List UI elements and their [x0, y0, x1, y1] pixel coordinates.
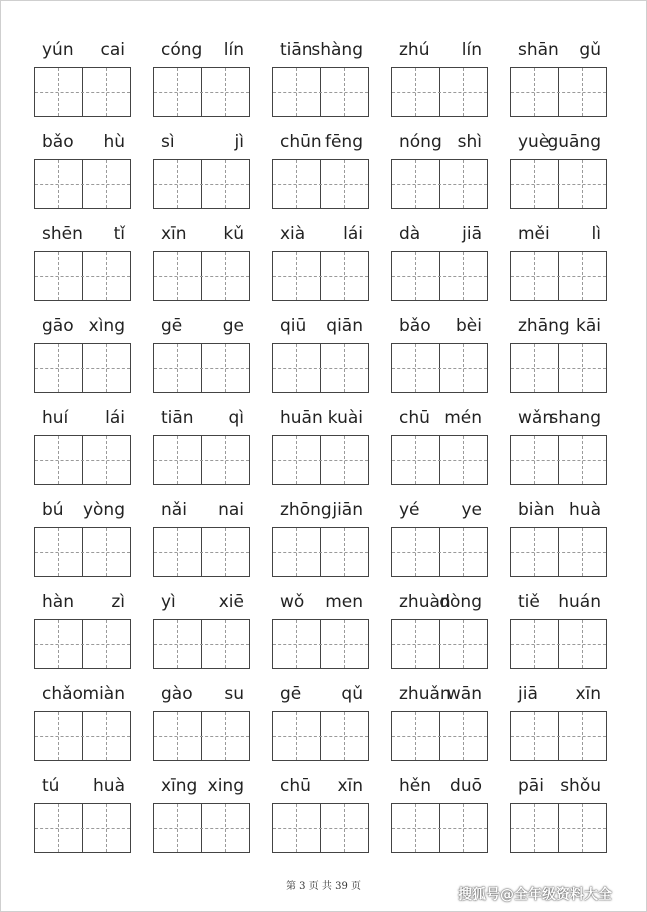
- word-exercise: [34, 679, 131, 707]
- word-exercise: [272, 127, 369, 155]
- pinyin-syllable-2: gǔ: [579, 40, 601, 60]
- tianzige-writing-box[interactable]: [34, 711, 131, 761]
- word-exercise: [391, 35, 488, 63]
- word-exercise: [34, 311, 131, 339]
- pinyin-label: [510, 219, 607, 247]
- word-exercise: [391, 587, 488, 615]
- tianzige-writing-box[interactable]: [272, 711, 369, 761]
- tianzige-writing-box[interactable]: [153, 251, 250, 301]
- pinyin-syllable-1: jiā: [518, 684, 538, 704]
- pinyin-label: [510, 35, 607, 63]
- tianzige-writing-box[interactable]: [153, 159, 250, 209]
- word-exercise: [34, 35, 131, 63]
- pinyin-syllable-2: hù: [103, 132, 125, 152]
- pinyin-label: [510, 403, 607, 431]
- pinyin-syllable-1: yé: [399, 500, 420, 520]
- grid-guide-line: [511, 828, 606, 829]
- pinyin-label: [272, 587, 369, 615]
- pinyin-label: [391, 403, 488, 431]
- pinyin-syllable-2: jiā: [462, 224, 482, 244]
- tianzige-writing-box[interactable]: [391, 343, 488, 393]
- grid-guide-line: [392, 828, 487, 829]
- tianzige-writing-box[interactable]: [34, 159, 131, 209]
- word-exercise: [510, 403, 607, 431]
- pinyin-syllable-2: huà: [93, 776, 125, 796]
- pinyin-label: [510, 771, 607, 799]
- pinyin-label: [153, 311, 250, 339]
- pinyin-syllable-1: dà: [399, 224, 421, 244]
- pinyin-syllable-1: yuè: [518, 132, 550, 152]
- tianzige-writing-box[interactable]: [391, 527, 488, 577]
- watermark: 搜狐号@全年级资料大全: [458, 887, 612, 903]
- pinyin-label: [391, 219, 488, 247]
- pinyin-syllable-1: bǎo: [399, 316, 431, 336]
- word-exercise: [272, 679, 369, 707]
- tianzige-writing-box[interactable]: [153, 619, 250, 669]
- pinyin-label: [153, 35, 250, 63]
- word-exercise: [510, 35, 607, 63]
- pinyin-syllable-1: tú: [42, 776, 60, 796]
- pinyin-label: [34, 35, 131, 63]
- grid-guide-line: [511, 184, 606, 185]
- tianzige-writing-box[interactable]: [391, 251, 488, 301]
- grid-guide-line: [154, 552, 249, 553]
- pinyin-syllable-2: mén: [444, 408, 482, 428]
- tianzige-writing-box[interactable]: [153, 527, 250, 577]
- word-exercise: [153, 679, 250, 707]
- pinyin-syllable-1: gāo: [42, 316, 74, 336]
- pinyin-label: [272, 771, 369, 799]
- pinyin-label: [153, 495, 250, 523]
- grid-guide-line: [392, 644, 487, 645]
- pinyin-syllable-2: jì: [234, 132, 244, 152]
- tianzige-writing-box[interactable]: [391, 159, 488, 209]
- grid-guide-line: [273, 828, 368, 829]
- pinyin-label: [272, 219, 369, 247]
- pinyin-syllable-2: xing: [207, 776, 244, 796]
- pinyin-label: [510, 495, 607, 523]
- grid-guide-line: [154, 92, 249, 93]
- word-exercise: [153, 219, 250, 247]
- word-exercise: [391, 311, 488, 339]
- word-exercise: [153, 403, 250, 431]
- pinyin-syllable-1: pāi: [518, 776, 544, 796]
- pinyin-syllable-2: bèi: [456, 316, 482, 336]
- pinyin-syllable-2: jiān: [332, 500, 363, 520]
- exercise-row: [34, 679, 614, 771]
- pinyin-syllable-1: hàn: [42, 592, 74, 612]
- exercise-row: [34, 771, 614, 863]
- exercise-row: [34, 219, 614, 311]
- tianzige-writing-box[interactable]: [34, 67, 131, 117]
- tianzige-writing-box[interactable]: [272, 619, 369, 669]
- tianzige-writing-box[interactable]: [510, 803, 607, 853]
- grid-guide-line: [273, 460, 368, 461]
- pinyin-syllable-1: wǎn: [518, 408, 554, 428]
- pinyin-label: [34, 219, 131, 247]
- pinyin-syllable-1: bǎo: [42, 132, 74, 152]
- pinyin-syllable-1: shēn: [42, 224, 83, 244]
- word-exercise: [391, 771, 488, 799]
- tianzige-writing-box[interactable]: [153, 435, 250, 485]
- grid-guide-line: [392, 552, 487, 553]
- tianzige-writing-box[interactable]: [153, 343, 250, 393]
- pinyin-syllable-1: xīn: [161, 224, 187, 244]
- pinyin-syllable-2: huán: [558, 592, 601, 612]
- tianzige-writing-box[interactable]: [272, 159, 369, 209]
- word-exercise: [510, 219, 607, 247]
- grid-guide-line: [273, 92, 368, 93]
- pinyin-label: [153, 587, 250, 615]
- pinyin-syllable-1: biàn: [518, 500, 555, 520]
- tianzige-writing-box[interactable]: [391, 435, 488, 485]
- tianzige-writing-box[interactable]: [510, 711, 607, 761]
- pinyin-label: [34, 495, 131, 523]
- pinyin-syllable-2: zì: [111, 592, 125, 612]
- page-footer: 第 3 页 共 39 页: [286, 881, 361, 892]
- pinyin-label: [510, 127, 607, 155]
- exercise-row: [34, 403, 614, 495]
- word-exercise: [34, 127, 131, 155]
- pinyin-syllable-1: cóng: [161, 40, 203, 60]
- grid-guide-line: [154, 736, 249, 737]
- pinyin-label: [391, 311, 488, 339]
- pinyin-label: [272, 495, 369, 523]
- pinyin-label: [34, 311, 131, 339]
- grid-guide-line: [35, 276, 130, 277]
- word-exercise: [272, 219, 369, 247]
- grid-guide-line: [154, 828, 249, 829]
- exercise-row: [34, 311, 614, 403]
- pinyin-syllable-2: shang: [549, 408, 601, 428]
- word-exercise: [153, 495, 250, 523]
- word-exercise: [153, 587, 250, 615]
- pinyin-label: [153, 127, 250, 155]
- tianzige-writing-box[interactable]: [510, 343, 607, 393]
- grid-guide-line: [392, 368, 487, 369]
- word-exercise: [153, 35, 250, 63]
- word-exercise: [391, 219, 488, 247]
- pinyin-syllable-2: qì: [228, 408, 244, 428]
- tianzige-writing-box[interactable]: [34, 619, 131, 669]
- pinyin-syllable-1: zhuàn: [399, 592, 451, 612]
- grid-guide-line: [273, 644, 368, 645]
- tianzige-writing-box[interactable]: [391, 711, 488, 761]
- pinyin-syllable-2: lì: [591, 224, 601, 244]
- pinyin-syllable-1: zhōng: [280, 500, 332, 520]
- pinyin-syllable-2: ye: [461, 500, 482, 520]
- word-exercise: [34, 771, 131, 799]
- pinyin-label: [34, 403, 131, 431]
- tianzige-writing-box[interactable]: [272, 251, 369, 301]
- pinyin-label: [510, 587, 607, 615]
- pinyin-syllable-2: qǔ: [341, 684, 363, 704]
- pinyin-syllable-1: chū: [280, 776, 311, 796]
- pinyin-syllable-1: huí: [42, 408, 69, 428]
- word-exercise: [272, 311, 369, 339]
- tianzige-writing-box[interactable]: [510, 159, 607, 209]
- grid-guide-line: [511, 276, 606, 277]
- tianzige-writing-box[interactable]: [272, 435, 369, 485]
- pinyin-syllable-2: cai: [100, 40, 125, 60]
- pinyin-syllable-2: nai: [218, 500, 244, 520]
- word-exercise: [391, 403, 488, 431]
- pinyin-syllable-2: miàn: [82, 684, 125, 704]
- grid-guide-line: [154, 184, 249, 185]
- pinyin-syllable-1: sì: [161, 132, 175, 152]
- word-exercise: [272, 403, 369, 431]
- pinyin-syllable-2: kǔ: [223, 224, 244, 244]
- word-exercise: [510, 495, 607, 523]
- grid-guide-line: [273, 368, 368, 369]
- grid-guide-line: [273, 736, 368, 737]
- tianzige-writing-box[interactable]: [510, 67, 607, 117]
- exercise-row: [34, 587, 614, 679]
- grid-guide-line: [35, 368, 130, 369]
- pinyin-syllable-2: su: [224, 684, 244, 704]
- pinyin-syllable-1: tiān: [280, 40, 313, 60]
- pinyin-syllable-1: xīng: [161, 776, 198, 796]
- tianzige-writing-box[interactable]: [153, 803, 250, 853]
- pinyin-syllable-1: qiū: [280, 316, 307, 336]
- grid-guide-line: [392, 276, 487, 277]
- pinyin-syllable-2: tǐ: [113, 224, 125, 244]
- word-exercise: [272, 495, 369, 523]
- pinyin-syllable-1: gào: [161, 684, 193, 704]
- exercise-row: [34, 495, 614, 587]
- grid-guide-line: [511, 552, 606, 553]
- pinyin-syllable-1: wǒ: [280, 592, 305, 612]
- pinyin-writing-grid: [34, 35, 614, 863]
- pinyin-syllable-2: xīn: [575, 684, 601, 704]
- pinyin-label: [391, 127, 488, 155]
- grid-guide-line: [154, 460, 249, 461]
- pinyin-syllable-1: nǎi: [161, 500, 187, 520]
- pinyin-syllable-2: lái: [105, 408, 125, 428]
- grid-guide-line: [392, 184, 487, 185]
- tianzige-writing-box[interactable]: [391, 803, 488, 853]
- word-exercise: [34, 495, 131, 523]
- grid-guide-line: [392, 460, 487, 461]
- pinyin-label: [272, 403, 369, 431]
- tianzige-writing-box[interactable]: [391, 619, 488, 669]
- word-exercise: [272, 35, 369, 63]
- pinyin-label: [34, 679, 131, 707]
- word-exercise: [153, 311, 250, 339]
- pinyin-syllable-2: xiē: [218, 592, 244, 612]
- tianzige-writing-box[interactable]: [272, 527, 369, 577]
- pinyin-label: [34, 127, 131, 155]
- grid-guide-line: [273, 184, 368, 185]
- pinyin-label: [272, 35, 369, 63]
- pinyin-syllable-1: hěn: [399, 776, 432, 796]
- grid-guide-line: [35, 552, 130, 553]
- word-exercise: [391, 127, 488, 155]
- word-exercise: [34, 403, 131, 431]
- grid-guide-line: [154, 276, 249, 277]
- tianzige-writing-box[interactable]: [34, 803, 131, 853]
- tianzige-writing-box[interactable]: [153, 711, 250, 761]
- word-exercise: [510, 311, 607, 339]
- pinyin-syllable-1: měi: [518, 224, 550, 244]
- pinyin-syllable-2: lái: [343, 224, 363, 244]
- tianzige-writing-box[interactable]: [510, 527, 607, 577]
- word-exercise: [153, 771, 250, 799]
- pinyin-syllable-1: chǎo: [42, 684, 83, 704]
- word-exercise: [153, 127, 250, 155]
- grid-guide-line: [35, 828, 130, 829]
- grid-guide-line: [273, 552, 368, 553]
- word-exercise: [272, 587, 369, 615]
- pinyin-syllable-2: ge: [222, 316, 244, 336]
- pinyin-syllable-1: zhú: [399, 40, 430, 60]
- tianzige-writing-box[interactable]: [272, 67, 369, 117]
- pinyin-label: [272, 127, 369, 155]
- exercise-row: [34, 35, 614, 127]
- pinyin-syllable-2: huà: [569, 500, 601, 520]
- grid-guide-line: [511, 92, 606, 93]
- word-exercise: [510, 587, 607, 615]
- pinyin-label: [272, 311, 369, 339]
- grid-guide-line: [511, 736, 606, 737]
- pinyin-syllable-2: lín: [223, 40, 244, 60]
- word-exercise: [391, 679, 488, 707]
- tianzige-writing-box[interactable]: [34, 343, 131, 393]
- word-exercise: [391, 495, 488, 523]
- pinyin-syllable-2: shàng: [311, 40, 363, 60]
- pinyin-syllable-1: shān: [518, 40, 559, 60]
- pinyin-syllable-1: nóng: [399, 132, 442, 152]
- pinyin-label: [391, 771, 488, 799]
- pinyin-label: [391, 587, 488, 615]
- pinyin-syllable-2: yòng: [82, 500, 125, 520]
- pinyin-syllable-1: chūn: [280, 132, 322, 152]
- pinyin-syllable-2: kāi: [576, 316, 601, 336]
- pinyin-label: [153, 219, 250, 247]
- pinyin-syllable-2: shǒu: [560, 776, 601, 796]
- grid-guide-line: [35, 184, 130, 185]
- pinyin-syllable-1: zhuǎn: [399, 684, 451, 704]
- pinyin-syllable-2: qiān: [326, 316, 363, 336]
- pinyin-syllable-1: yún: [42, 40, 74, 60]
- grid-guide-line: [511, 368, 606, 369]
- pinyin-syllable-1: huān: [280, 408, 323, 428]
- pinyin-label: [391, 495, 488, 523]
- pinyin-label: [510, 311, 607, 339]
- pinyin-syllable-2: kuài: [327, 408, 363, 428]
- exercise-row: [34, 127, 614, 219]
- pinyin-label: [153, 679, 250, 707]
- pinyin-syllable-2: shì: [457, 132, 482, 152]
- pinyin-syllable-2: duō: [450, 776, 482, 796]
- tianzige-writing-box[interactable]: [34, 435, 131, 485]
- tianzige-writing-box[interactable]: [510, 251, 607, 301]
- word-exercise: [272, 771, 369, 799]
- pinyin-syllable-1: xià: [280, 224, 306, 244]
- pinyin-syllable-1: gē: [280, 684, 302, 704]
- grid-guide-line: [392, 92, 487, 93]
- pinyin-syllable-2: men: [325, 592, 363, 612]
- grid-guide-line: [35, 92, 130, 93]
- pinyin-label: [510, 679, 607, 707]
- pinyin-label: [153, 403, 250, 431]
- grid-guide-line: [35, 736, 130, 737]
- grid-guide-line: [154, 644, 249, 645]
- tianzige-writing-box[interactable]: [510, 619, 607, 669]
- pinyin-syllable-2: lín: [461, 40, 482, 60]
- word-exercise: [510, 127, 607, 155]
- pinyin-syllable-1: tiě: [518, 592, 540, 612]
- grid-guide-line: [35, 460, 130, 461]
- grid-guide-line: [511, 460, 606, 461]
- pinyin-syllable-1: zhāng: [518, 316, 570, 336]
- tianzige-writing-box[interactable]: [34, 527, 131, 577]
- pinyin-syllable-1: yì: [161, 592, 176, 612]
- grid-guide-line: [273, 276, 368, 277]
- word-exercise: [34, 587, 131, 615]
- tianzige-writing-box[interactable]: [272, 343, 369, 393]
- pinyin-label: [391, 679, 488, 707]
- tianzige-writing-box[interactable]: [153, 67, 250, 117]
- grid-guide-line: [392, 736, 487, 737]
- pinyin-syllable-1: gē: [161, 316, 183, 336]
- grid-guide-line: [511, 644, 606, 645]
- pinyin-syllable-2: dòng: [439, 592, 482, 612]
- tianzige-writing-box[interactable]: [510, 435, 607, 485]
- pinyin-label: [34, 587, 131, 615]
- pinyin-syllable-2: wān: [446, 684, 482, 704]
- grid-guide-line: [35, 644, 130, 645]
- pinyin-syllable-1: bú: [42, 500, 64, 520]
- pinyin-label: [272, 679, 369, 707]
- grid-guide-line: [154, 368, 249, 369]
- word-exercise: [510, 771, 607, 799]
- pinyin-label: [34, 771, 131, 799]
- pinyin-syllable-2: fēng: [324, 132, 363, 152]
- pinyin-label: [391, 35, 488, 63]
- pinyin-label: [153, 771, 250, 799]
- word-exercise: [34, 219, 131, 247]
- pinyin-syllable-2: xìng: [88, 316, 125, 336]
- pinyin-syllable-2: guāng: [547, 132, 601, 152]
- pinyin-syllable-1: chū: [399, 408, 430, 428]
- word-exercise: [510, 679, 607, 707]
- tianzige-writing-box[interactable]: [272, 803, 369, 853]
- pinyin-syllable-2: xīn: [337, 776, 363, 796]
- tianzige-writing-box[interactable]: [391, 67, 488, 117]
- tianzige-writing-box[interactable]: [34, 251, 131, 301]
- pinyin-syllable-1: tiān: [161, 408, 194, 428]
